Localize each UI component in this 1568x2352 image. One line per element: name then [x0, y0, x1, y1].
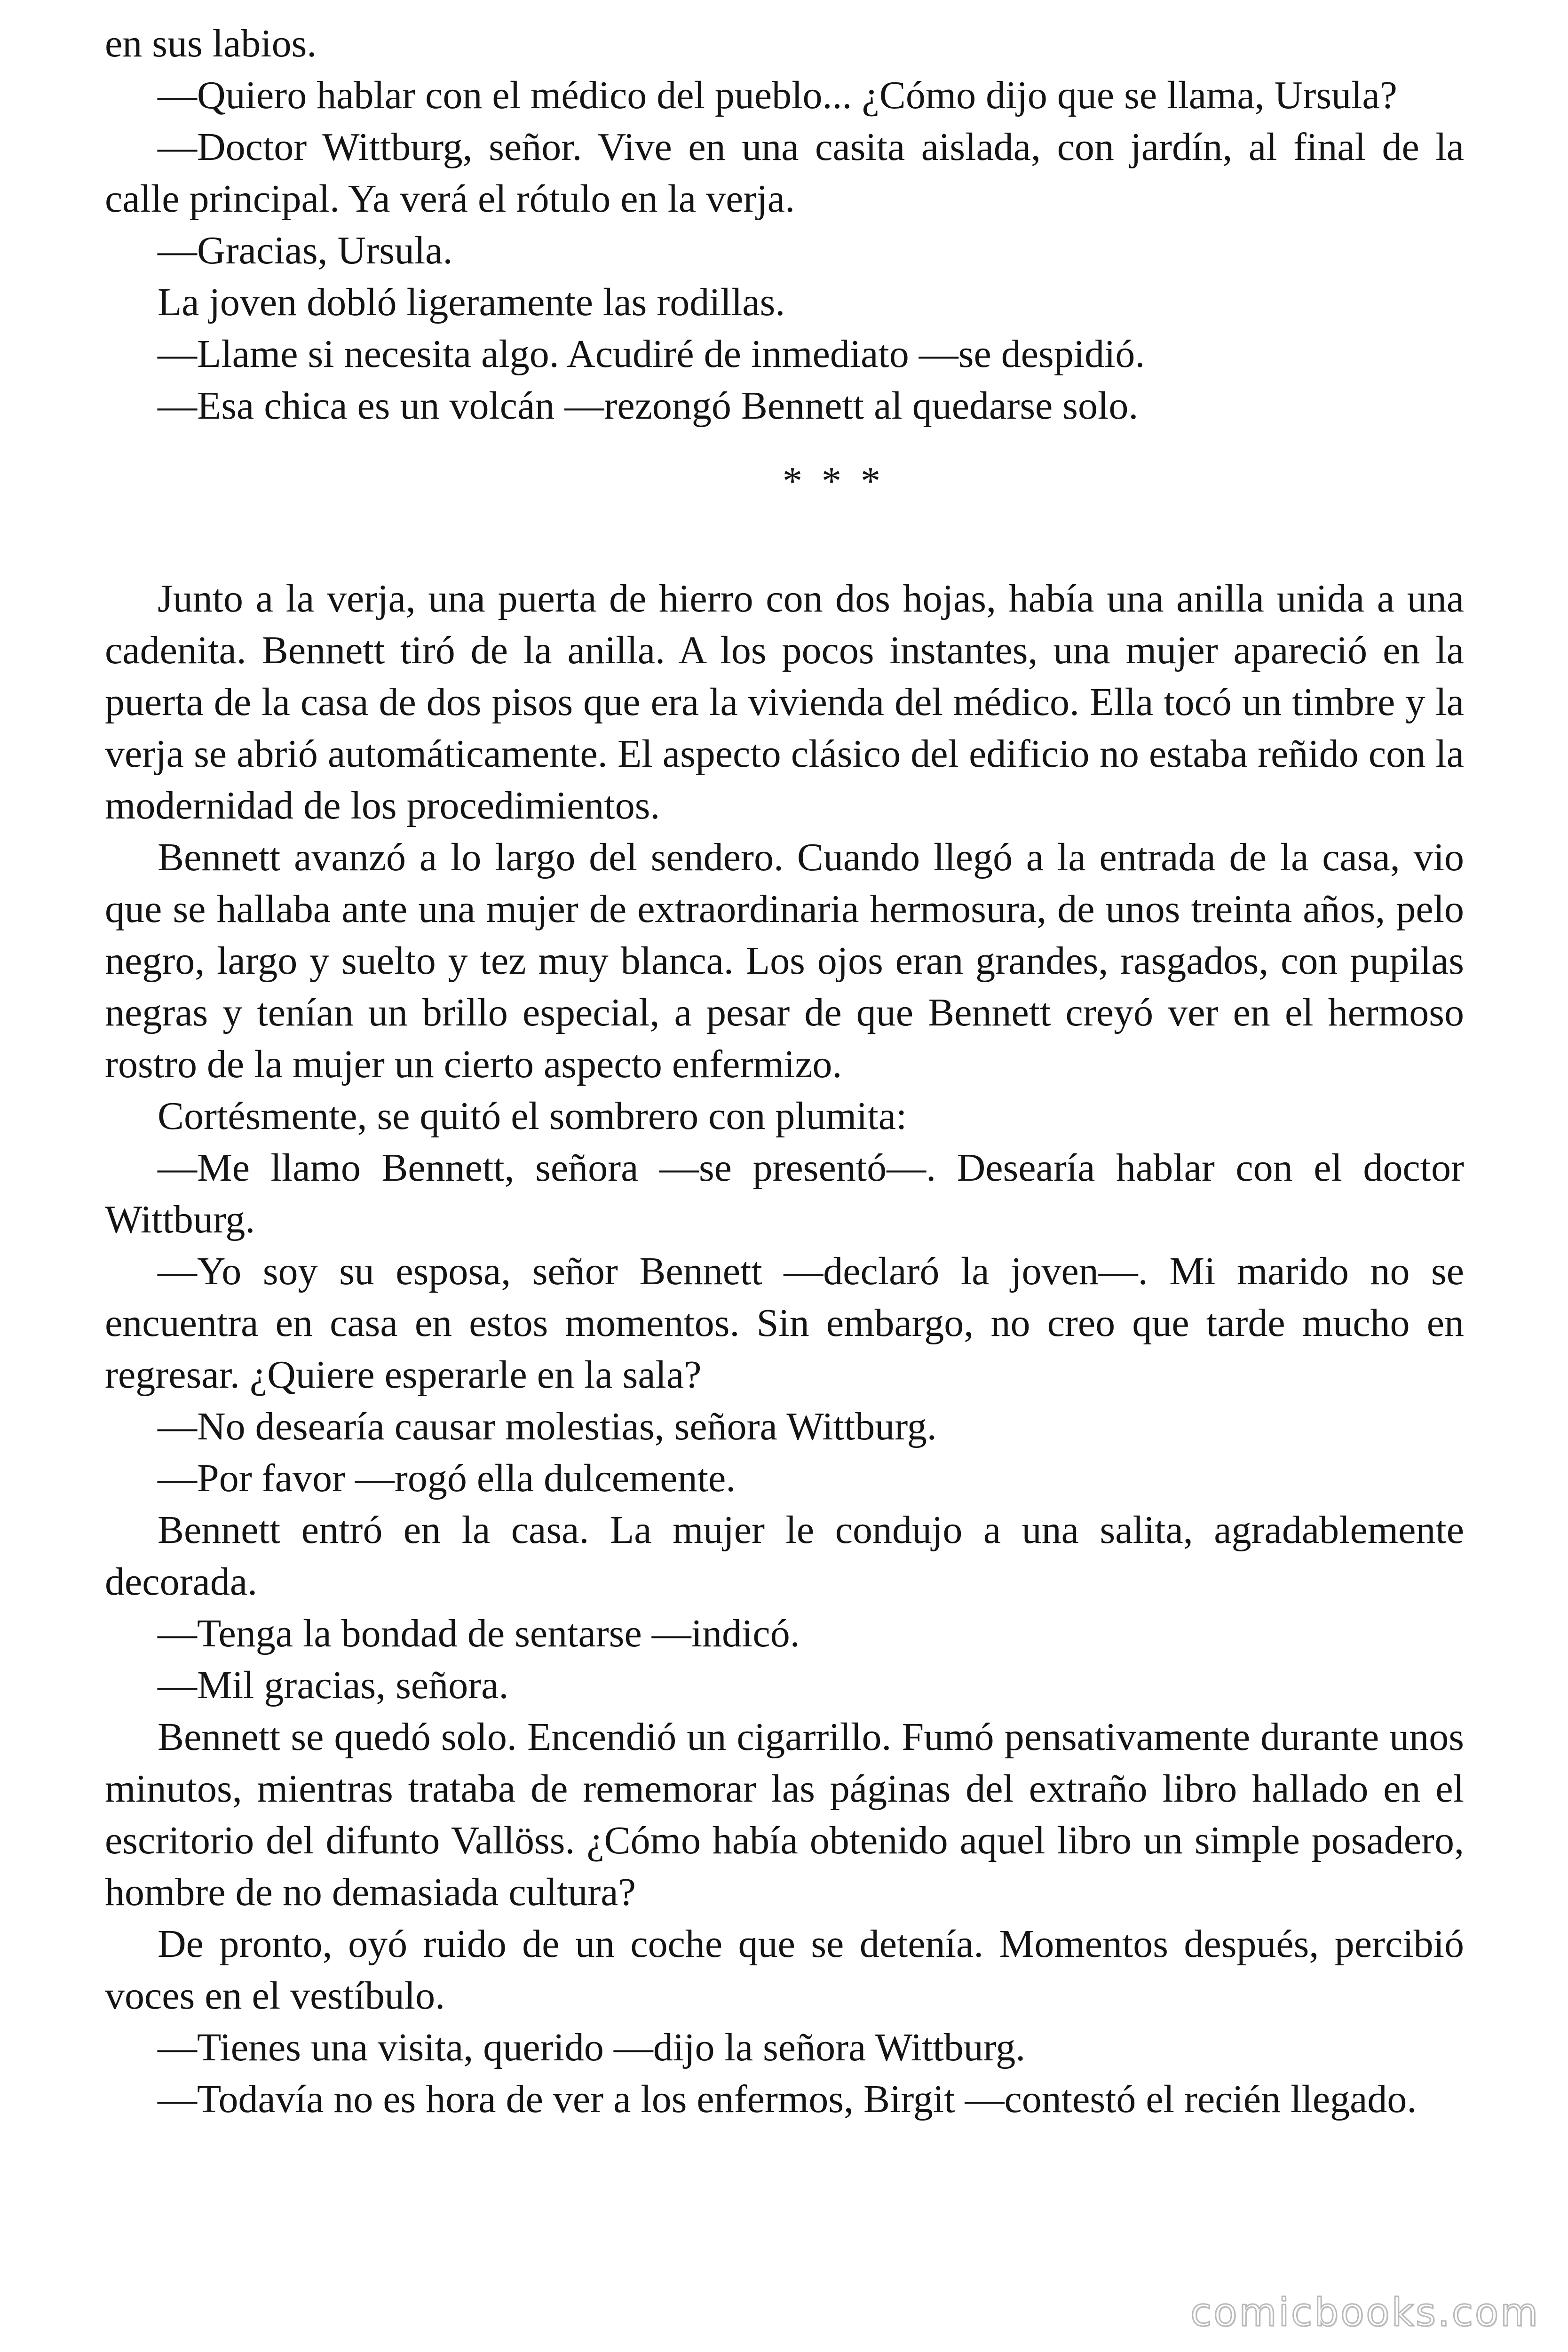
paragraph: —Yo soy su esposa, señor Bennett —declaró la joven—. Mi marido no se encuentra en casa en estos momentos. Sin embargo, no creo que tarde mucho en regresar. ¿Quiere esperarle en la sala?: [105, 1249, 1464, 1397]
paragraph: Bennett se quedó solo. Encendió un cigarrillo. Fumó pensativamente durante unos minutos, mientras trataba de rememorar las páginas del extraño libro hallado en el escritorio del difunto Vallöss. ¿Cómo había obtenido aquel libro un simple posadero, hombre de no demasiada cultura?: [105, 1715, 1464, 1914]
paragraph: —Esa chica es un volcán —rezongó Bennett al quedarse solo.: [158, 384, 1139, 428]
paragraph: —Doctor Wittburg, señor. Vive en una casita aislada, con jardín, al final de la calle principal. Ya verá el rótulo en la verja.: [105, 125, 1464, 221]
paragraph: en sus labios.: [105, 22, 317, 65]
paragraph: —Llame si necesita algo. Acudiré de inmediato —se despidió.: [158, 332, 1145, 376]
paragraph: —Quiero hablar con el médico del pueblo... ¿Cómo dijo que se llama, Ursula?: [158, 73, 1397, 117]
paragraph: —Tienes una visita, querido —dijo la señora Wittburg.: [158, 2026, 1026, 2069]
paragraph: Cortésmente, se quitó el sombrero con plumita:: [158, 1094, 907, 1138]
scene-break: * * *: [783, 459, 885, 503]
text-block: [105, 18, 1464, 2125]
paragraph: —Por favor —rogó ella dulcemente.: [158, 1456, 736, 1500]
paragraph: —Me llamo Bennett, señora —se presentó—. Desearía hablar con el doctor Wittburg.: [105, 1146, 1464, 1241]
paragraph: —Todavía no es hora de ver a los enfermos, Birgit —contestó el recién llegado.: [158, 2077, 1417, 2121]
paragraph: —Gracias, Ursula.: [158, 229, 453, 272]
paragraph: —Mil gracias, señora.: [158, 1663, 509, 1707]
paragraph: Bennett avanzó a lo largo del sendero. Cuando llegó a la entrada de la casa, vio que se hallaba ante una mujer de extraordinaria hermosura, de unos treinta años, pelo negro, largo y suelto y tez muy blanca. Los ojos eran grandes, rasgados, con pupilas negras y tenían un brillo especial, a pesar de que Bennett creyó ver en el hermoso rostro de la mujer un cierto aspecto enfermizo.: [105, 835, 1464, 1086]
paragraph: —Tenga la bondad de sentarse —indicó.: [158, 1612, 800, 1655]
paragraph: Bennett entró en la casa. La mujer le condujo a una salita, agradablemente decorada.: [105, 1508, 1464, 1604]
paragraph: —No desearía causar molestias, señora Wittburg.: [158, 1405, 937, 1448]
paragraph: La joven dobló ligeramente las rodillas.: [158, 280, 785, 324]
watermark: comicbooks.com: [1190, 2290, 1540, 2335]
paragraph: De pronto, oyó ruido de un coche que se detenía. Momentos después, percibió voces en el vestíbulo.: [105, 1922, 1464, 2018]
paragraph: Junto a la verja, una puerta de hierro con dos hojas, había una anilla unida a una cadenita. Bennett tiró de la anilla. A los pocos instantes, una mujer apareció en la puerta de la casa de dos pisos que era la vivienda del médico. Ella tocó un timbre y la verja se abrió automáticamente. El aspecto clásico del edificio no estaba reñido con la modernidad de los procedimientos.: [105, 577, 1464, 827]
